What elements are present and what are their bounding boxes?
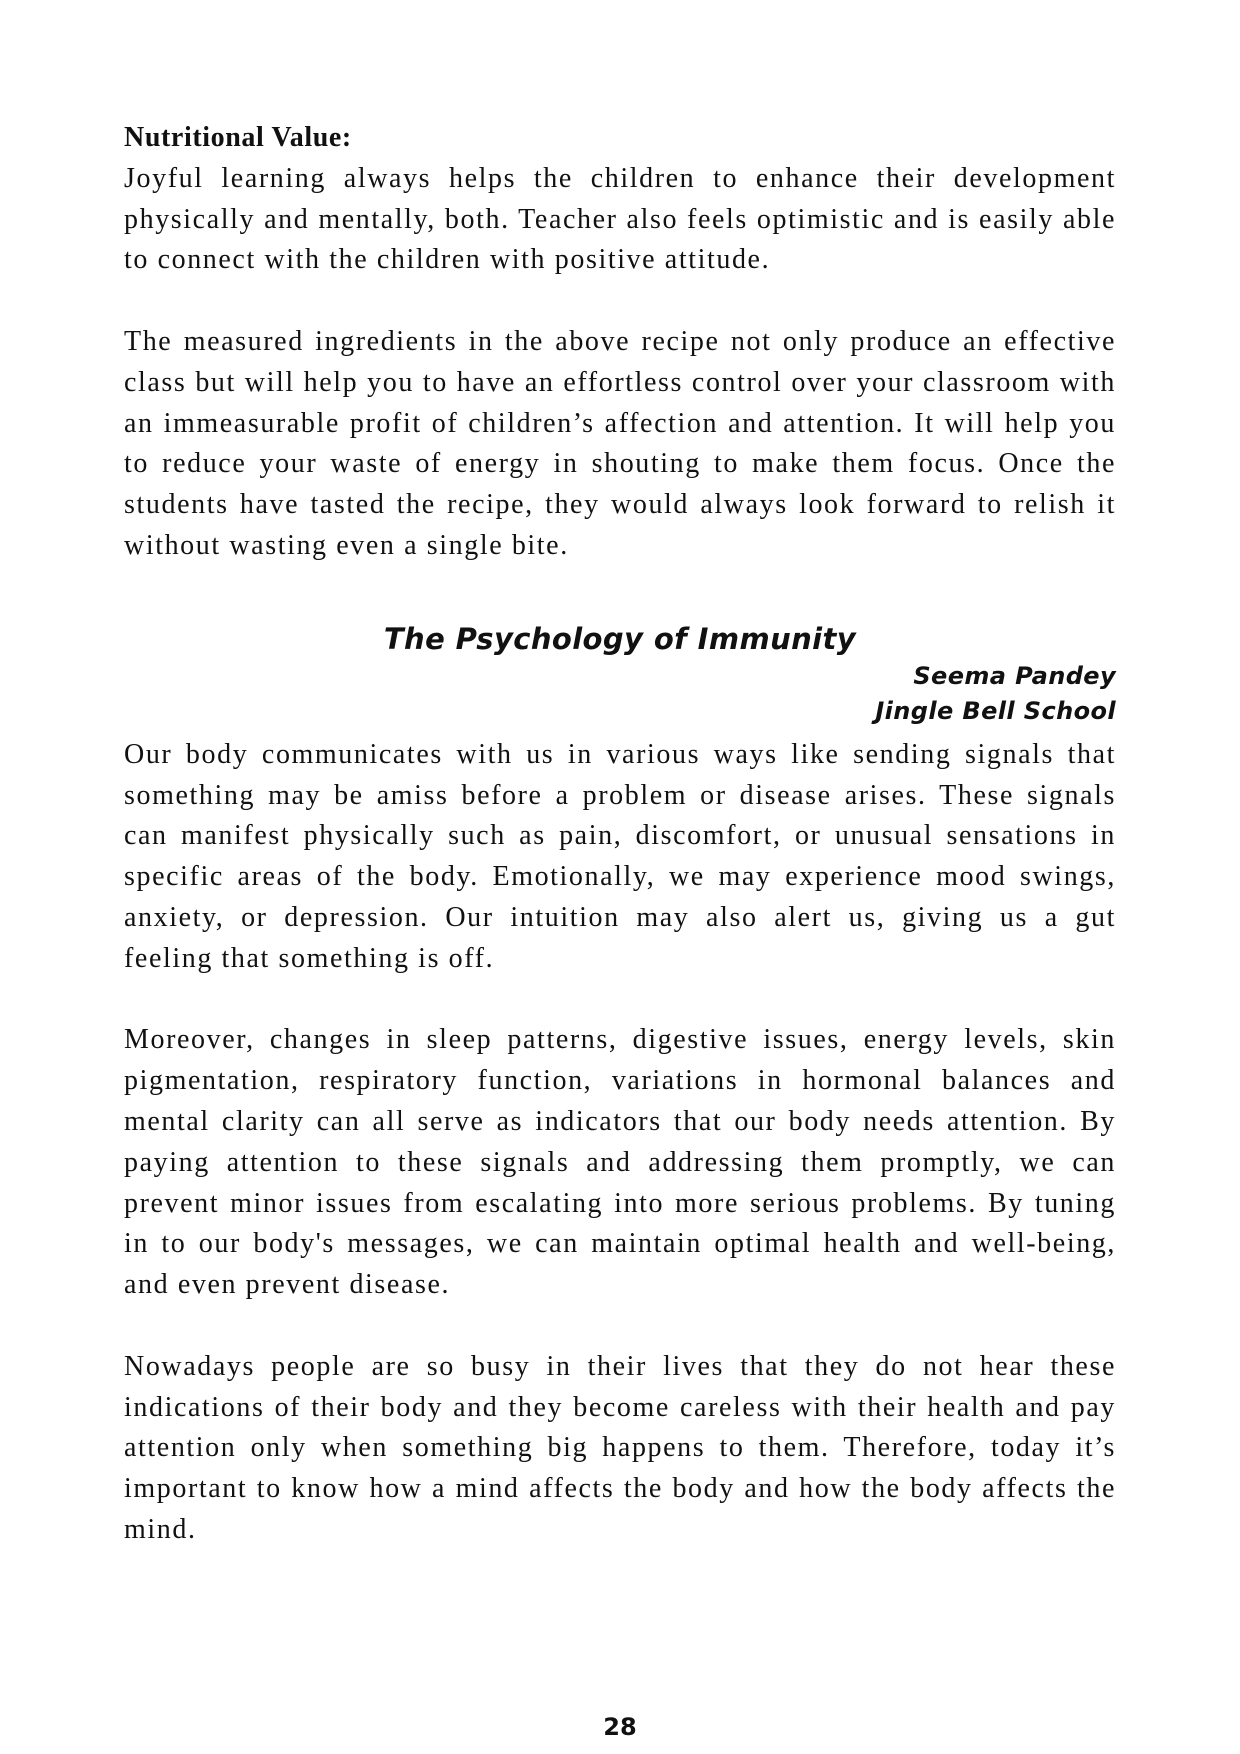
page-content	[124, 118, 1116, 1551]
page-number: 28	[603, 1713, 637, 1741]
paragraph: Our body communicates with us in various ways like sending signals that something may be amiss before a problem or disease arises. These signals can manifest physically such as pain, discomfort, or unusual sensations in specific areas of the body. Emotionally, we may experience mood swings, anxiety, or depression. Our intuition may also alert us, giving us a gut feeling that something is off.	[124, 738, 1116, 974]
paragraph: The measured ingredients in the above recipe not only produce an effective class but will help you to have an effortless control over your classroom with an immeasurable profit of children’s affection and attention. It will help you to reduce your waste of energy in shouting to make them focus. Once the students have tasted the recipe, they would always look forward to relish it without wasting even a single bite.	[124, 325, 1116, 561]
paragraph: Joyful learning always helps the children to enhance their development physically and mentally, both. Teacher also feels optimistic and is easily able to connect with the children with positive attitude.	[124, 162, 1116, 276]
section-heading: Nutritional Value:	[124, 122, 352, 153]
byline	[124, 659, 1116, 729]
paragraph: Moreover, changes in sleep patterns, digestive issues, energy levels, skin pigmentation, respiratory function, variations in hormonal balances and mental clarity can all serve as indicators that our body needs attention. By paying attention to these signals and addressing them promptly, we can prevent minor issues from escalating into more serious problems. By tuning in to our body's messages, we can maintain optimal health and well-being, and even prevent disease.	[124, 1024, 1116, 1301]
article-title: The Psychology of Immunity	[383, 621, 857, 656]
author-name: Seema Pandey	[913, 661, 1116, 690]
author-school: Jingle Bell School	[875, 696, 1116, 725]
paragraph: Nowadays people are so busy in their lives that they do not hear these indications of their body and they become careless with their health and pay attention only when something big happens to them. Therefore, today it’s important to know how a mind affects the body and how the body affects the mind.	[124, 1350, 1116, 1545]
